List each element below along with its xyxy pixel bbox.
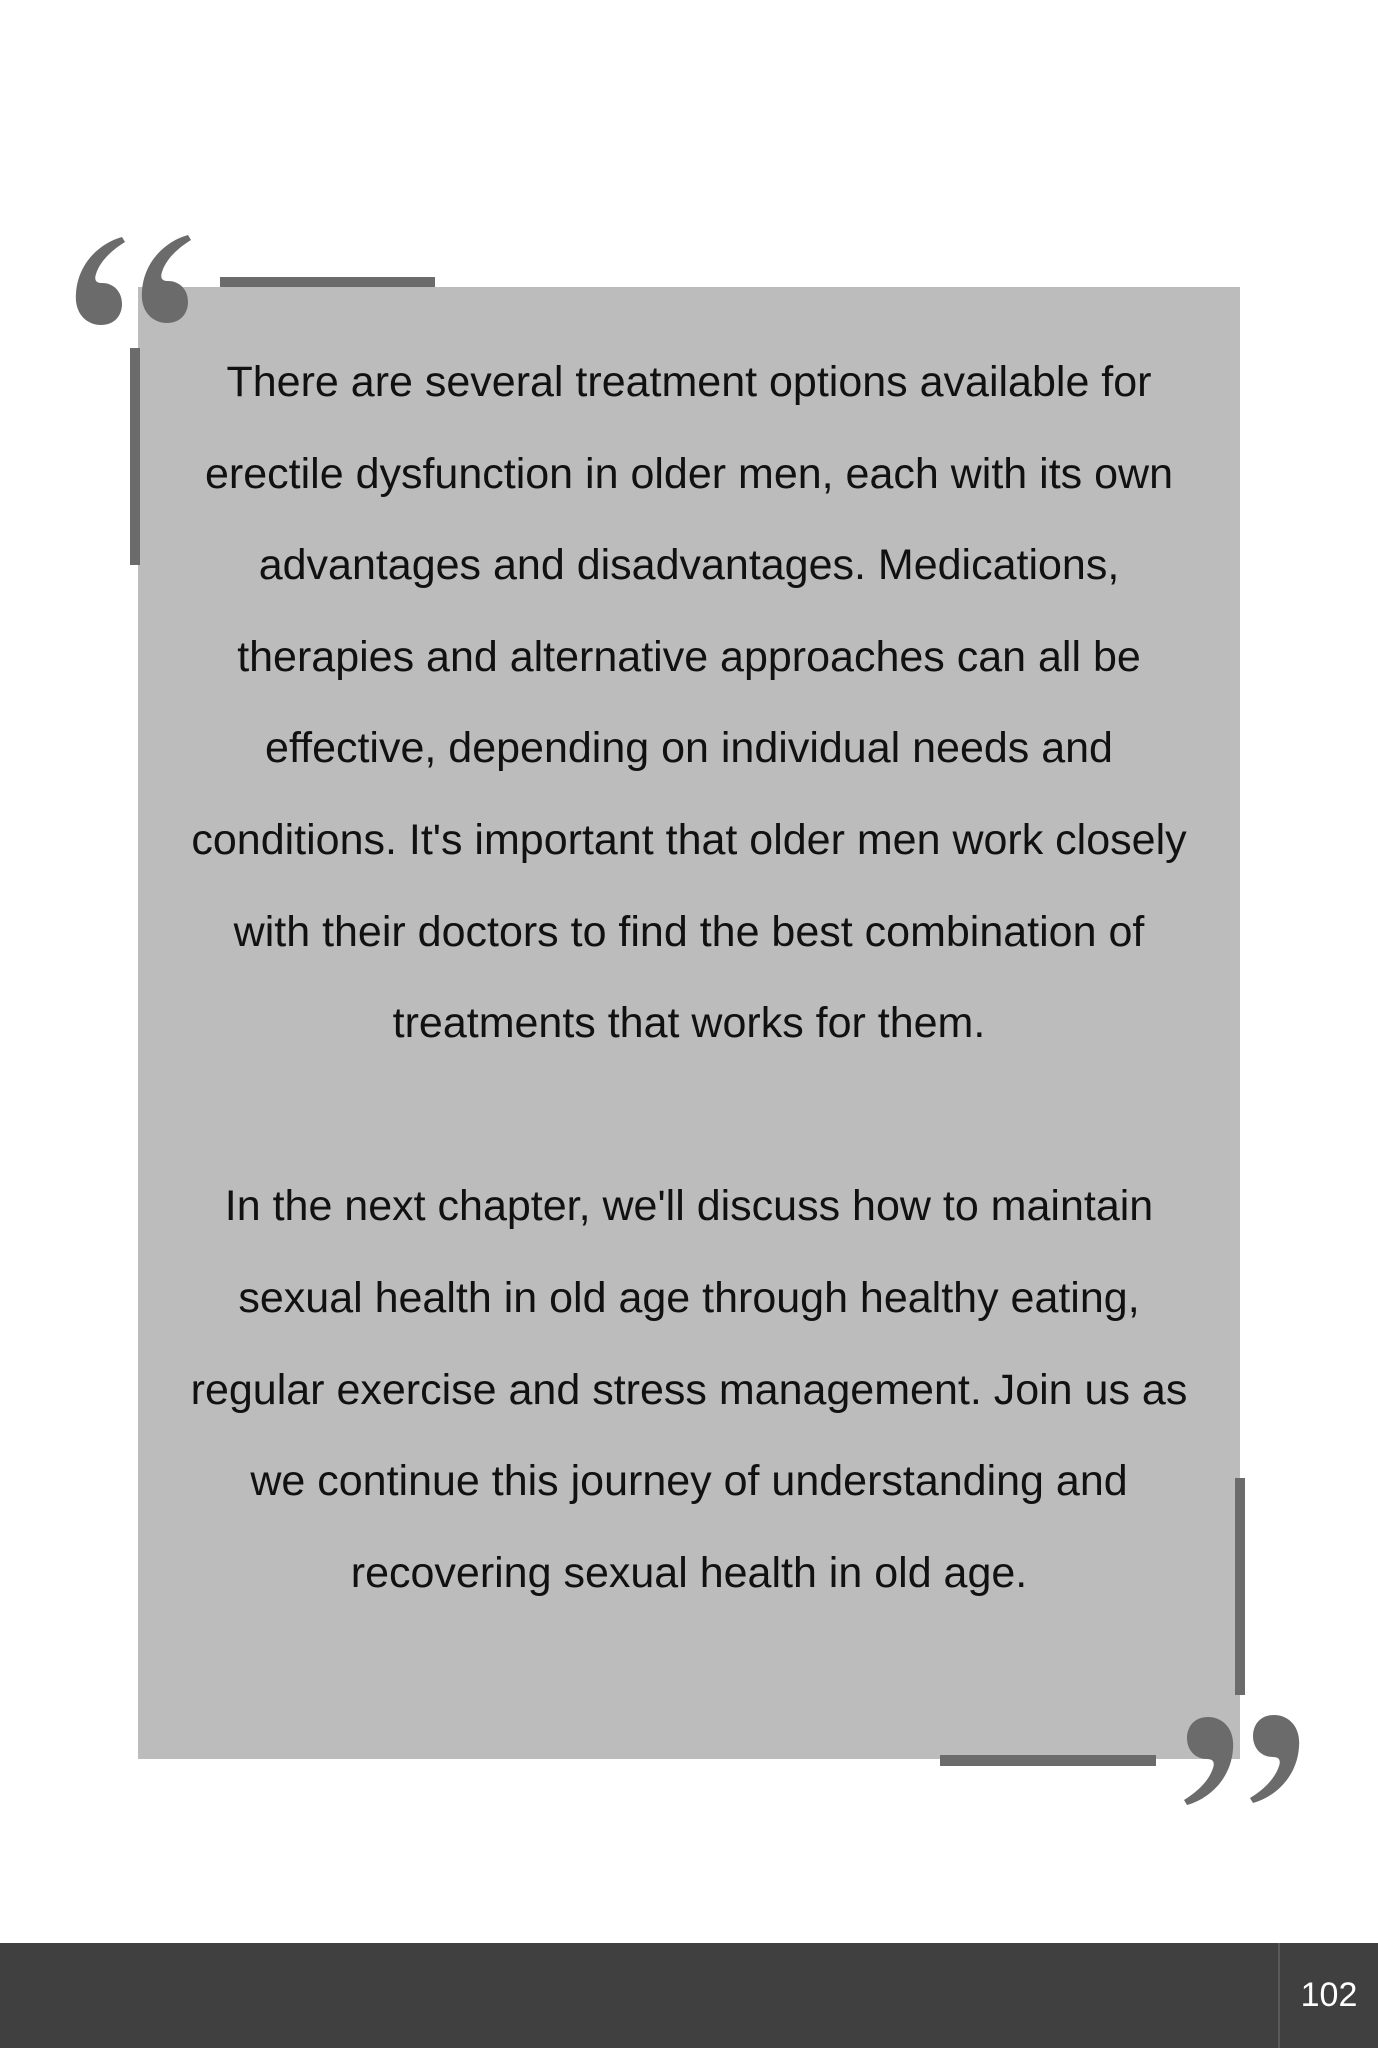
close-quote-icon bbox=[1175, 1705, 1305, 1815]
quote-text bbox=[178, 337, 1200, 1619]
open-quote-icon bbox=[70, 225, 200, 335]
footer-bar bbox=[0, 1943, 1378, 2048]
quote-paragraph-2: In the next chapter, we'll discuss how to maintain sexual health in old age through healthy eating, regular exercise and stress management. Join us as we continue this journey of understanding and recovering sexual health in old age. bbox=[190, 1182, 1188, 1597]
page-number: 102 bbox=[1278, 1943, 1378, 2048]
top-accent-bar bbox=[220, 277, 435, 287]
left-accent-bar bbox=[130, 348, 140, 565]
quote-box bbox=[138, 287, 1240, 1759]
quote-paragraph-1: There are several treatment options available for erectile dysfunction in older men, each with its own advantages and disadvantages. Medications, therapies and alternative approaches can all be effective, depending on individual needs and conditions. It's important that older men work closely with their doctors to find the best combination of treatments that works for them. bbox=[191, 358, 1187, 1048]
right-accent-bar bbox=[1235, 1478, 1245, 1695]
bottom-accent-bar bbox=[940, 1755, 1156, 1766]
